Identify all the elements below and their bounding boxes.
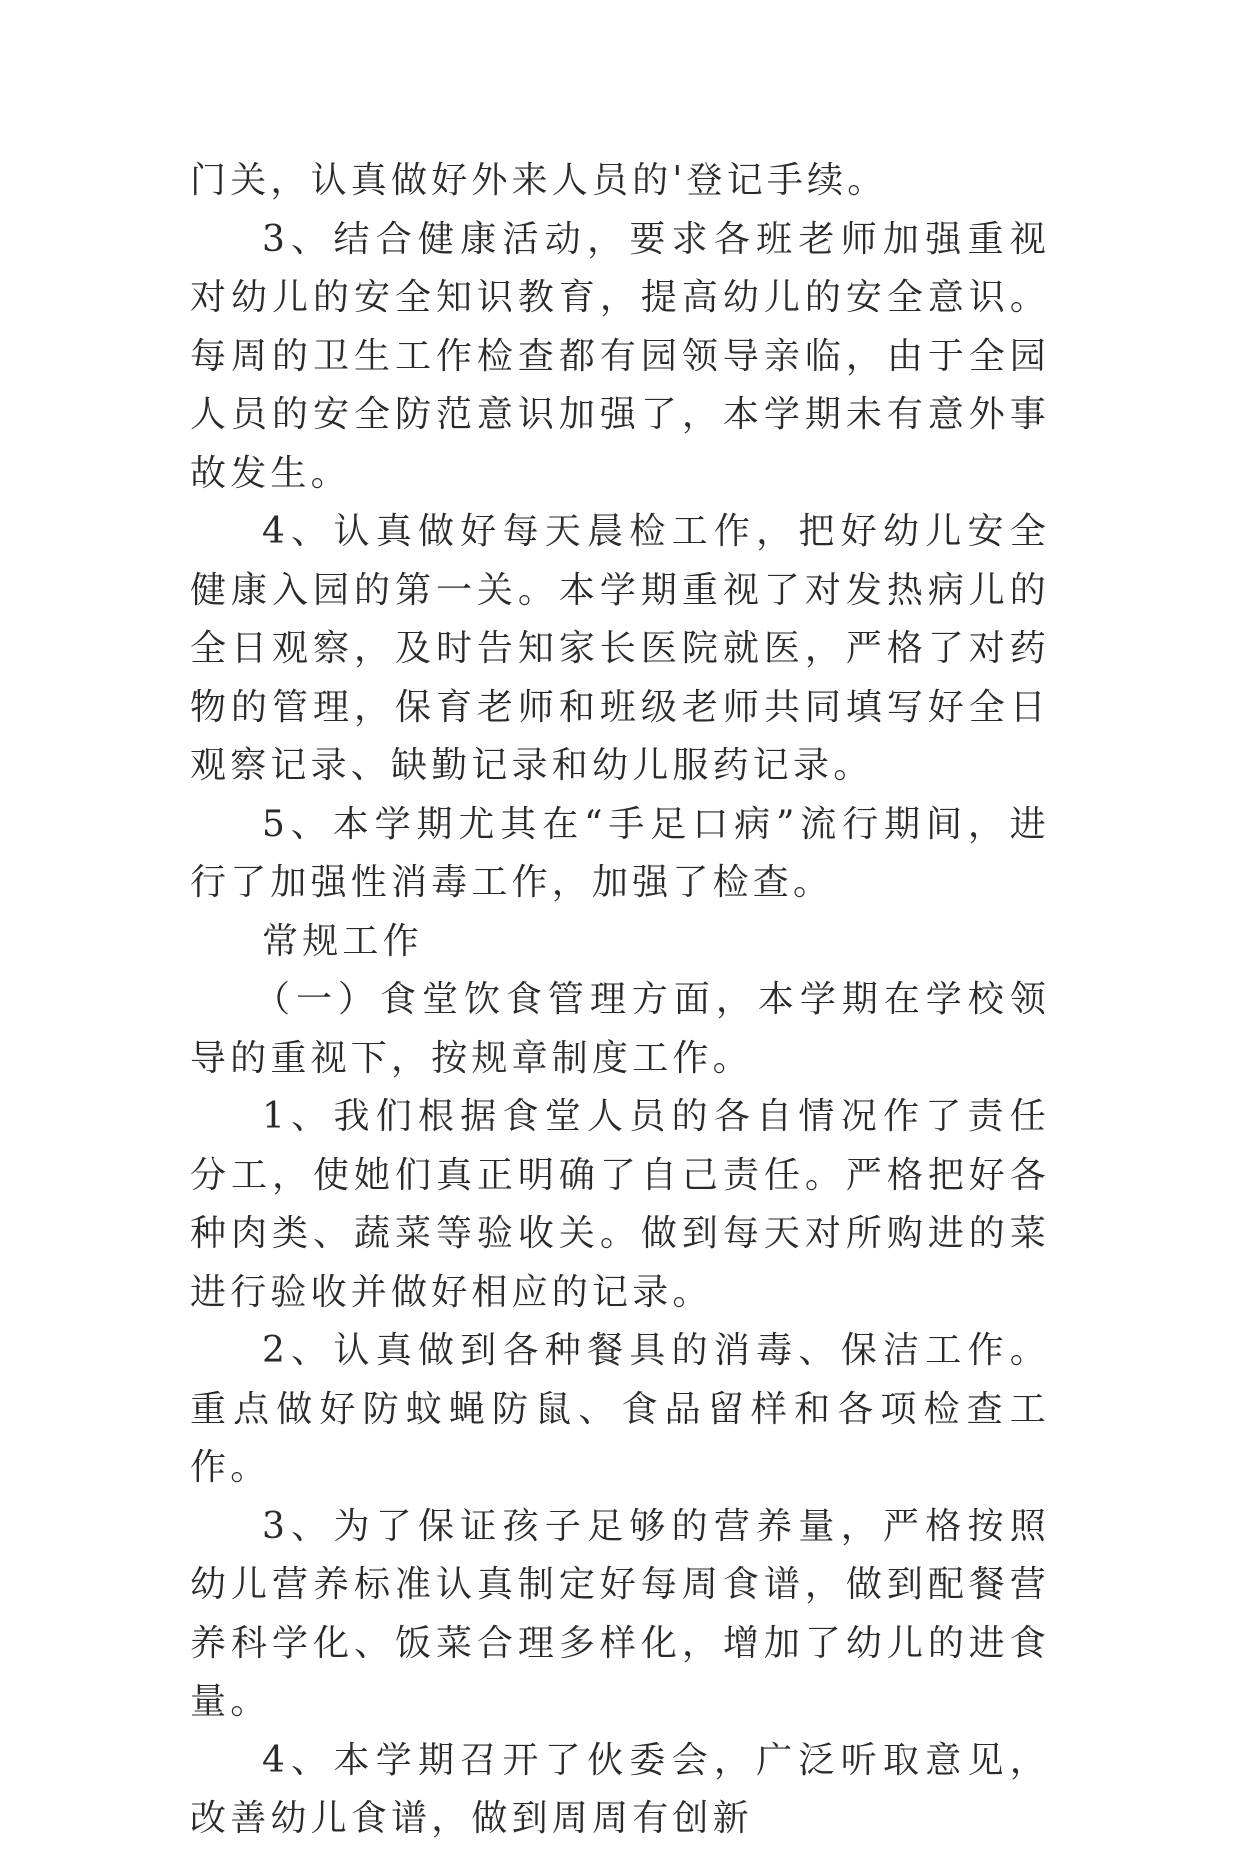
body-text	[190, 152, 1050, 1849]
paragraph-item-4-meal-committee: 4、本学期召开了伙委会，广泛听取意见，改善幼儿食谱，做到周周有创新	[190, 1739, 1050, 1839]
paragraph-item-3-nutrition: 3、为了保证孩子足够的营养量，严格按照幼儿营养标准认真制定好每周食谱，做到配餐营养科学化、饭菜合理多样化，增加了幼儿的进食量。	[190, 1505, 1050, 1722]
subsection-canteen-management: （一）食堂饮食管理方面，本学期在学校领导的重视下，按规章制度工作。	[190, 979, 1050, 1079]
paragraph-item-2-tableware: 2、认真做到各种餐具的消毒、保洁工作。重点做好防蚊蝇防鼠、食品留样和各项检查工作。	[190, 1330, 1050, 1488]
paragraph-continued: 门关，认真做好外来人员的'登记手续。	[190, 160, 888, 201]
paragraph-item-3-safety-education: 3、结合健康活动，要求各班老师加强重视对幼儿的安全知识教育，提高幼儿的安全意识。每周的卫生工作检查都有园领导亲临，由于全园人员的安全防范意识加强了，本学期未有意外事故发生。	[190, 218, 1050, 494]
paragraph-item-4-morning-check: 4、认真做好每天晨检工作，把好幼儿安全健康入园的第一关。本学期重视了对发热病儿的全日观察，及时告知家长医院就医，严格了对药物的管理，保育老师和班级老师共同填写好全日观察记录、缺勤记录和幼儿服药记录。	[190, 511, 1050, 786]
paragraph-item-5-disinfection: 5、本学期尤其在“手足口病”流行期间，进行了加强性消毒工作，加强了检查。	[190, 803, 1050, 903]
section-heading-routine-work: 常规工作	[262, 920, 423, 962]
paragraph-item-1-responsibility: 1、我们根据食堂人员的各自情况作了责任分工，使她们真正明确了自己责任。严格把好各种肉类、蔬菜等验收关。做到每天对所购进的菜进行验收并做好相应的记录。	[190, 1096, 1050, 1313]
